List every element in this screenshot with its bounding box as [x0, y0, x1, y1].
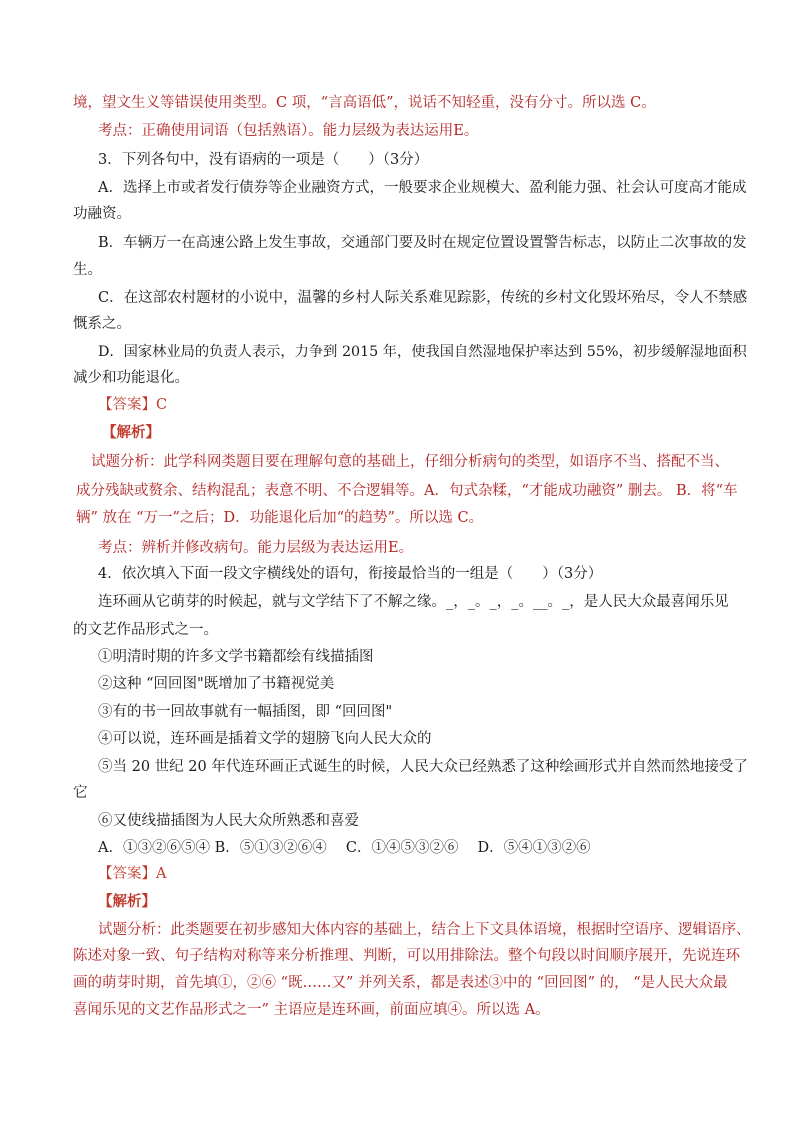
sentence-6: ⑥又使线描插图为人民大众所熟悉和喜爱 [98, 813, 359, 829]
option-b-line-1: B．车辆万一在高速公路上发生事故，交通部门要及时在规定位置设置警告标志，以防止二次事故的发 [98, 235, 747, 251]
analysis-text-line: 试题分析：此学科网类题目要在理解句意的基础上，仔细分析病句的类型，如语序不当、搭配不当、 [91, 454, 729, 470]
exam-point-line: 考点：辨析并修改病句。能力层级为表达运用E。 [98, 540, 414, 556]
option-a-line-1: A．选择上市或者发行债券等企业融资方式，一般要求企业规模大、盈利能力强、社会认可度高才能成 [98, 180, 747, 196]
analysis-text-line: 成分残缺或赘余、结构混乱；表意不明、不合逻辑等。A．句式杂糅，“才能成功融资” 删去。 B．将“车 [76, 483, 738, 499]
sentence-5-line-2: 它 [73, 785, 88, 801]
option-c-line-1: C．在这部农村题材的小说中，温馨的乡村人际关系难见踪影，传统的乡村文化毁坏殆尽，令人不禁感 [98, 290, 748, 306]
option-b-line-2: 生。 [73, 262, 102, 278]
analysis-heading: 【解析】 [98, 893, 156, 910]
sentence-5-line-1: ⑤当 20 世纪 20 年代连环画正式诞生的时候，人民大众已经熟悉了这种绘画形式并自然而然地接受了 [98, 759, 748, 775]
question-4-stem: 4．依次填入下面一段文字横线处的语句，衔接最恰当的一组是（ ）（3分） [98, 566, 603, 582]
analysis-text-line: 喜闻乐见的文艺作品形式之一” 主语应是连环画，前面应填④。所以选 A。 [73, 1002, 550, 1018]
answer-label: 【答案】A [98, 866, 167, 882]
sentence-2: ②这种 “回回图"既增加了书籍视觉美 [98, 676, 335, 692]
question-4-passage-line-2: 的文艺作品形式之一。 [73, 622, 218, 638]
sentence-3: ③有的书一回故事就有一幅插图，即 “回回图" [98, 704, 393, 720]
option-c-line-2: 慨系之。 [73, 316, 131, 332]
analysis-text-line: 辆” 放在 “万一”之后；D．功能退化后加“的趋势”。所以选 C。 [76, 510, 484, 526]
analysis-text-line: 试题分析：此类题要在初步感知大体内容的基础上，结合上下文具体语境，根据时空语序、逻辑语序、 [98, 922, 751, 938]
analysis-heading: 【解析】 [102, 424, 160, 441]
analysis-text-line: 境，望文生义等错误使用类型。C 项，“言高语低”，说话不知轻重，没有分寸。所以选 C。 [73, 95, 656, 111]
sentence-1: ①明清时期的许多文学书籍都绘有线描插图 [98, 649, 374, 665]
exam-point-line: 考点：正确使用词语（包括熟语）。能力层级为表达运用E。 [98, 123, 479, 139]
option-a-line-2: 功融资。 [73, 206, 131, 222]
question-3-stem: 3．下列各句中，没有语病的一项是（ ）（3分） [98, 152, 429, 168]
analysis-text-line: 陈述对象一致、句子结构对称等来分析推理、判断，可以用排除法。整个句段以时间顺序展开，先说连环 [73, 948, 740, 964]
question-4-options: A．①③②⑥⑤④ B．⑤①③②⑥④ C．①④⑤③②⑥ D．⑤④①③②⑥ [98, 840, 591, 856]
option-d-line-2: 减少和功能退化。 [73, 370, 189, 386]
analysis-text-line: 画的萌芽时期，首先填①，②⑥ “既……又” 并列关系，都是表述③中的 “回回图” 的， “是人民大众最 [73, 975, 728, 991]
option-d-line-1: D．国家林业局的负责人表示，力争到 2015 年，使我国自然湿地保护率达到 55%，初步缓解湿地面积 [98, 344, 747, 360]
question-4-passage-line-1: 连环画从它萌芽的时候起，就与文学结下了不解之缘。_，_。_，_。__。_，是人民大众最喜闻乐见 [98, 594, 729, 610]
sentence-4: ④可以说，连环画是插着文学的翅膀飞向人民大众的 [98, 731, 432, 747]
answer-label: 【答案】C [98, 397, 168, 413]
